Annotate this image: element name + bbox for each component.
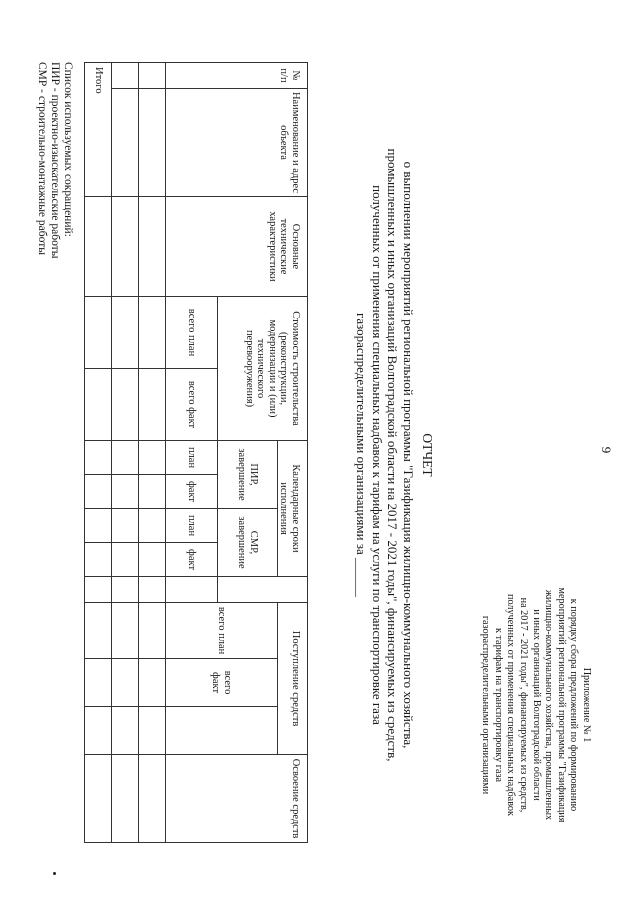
col-header-name: Наименование и адрес объекта [166, 89, 308, 197]
page-number: 9 [599, 446, 614, 454]
col-header-cost-plan: всего план [166, 297, 218, 369]
report-title-line: промышленных и иных организаций Волгоградской области на 2017 - 2021 годы", финансируемых из средств, [385, 148, 401, 762]
col-header-pir: ПИР, завершение [218, 441, 278, 509]
report-title-line: полученных от применения специальных надбавок к тарифам на услуги по транспортировке газа [369, 185, 385, 725]
col-header-cost-fact: всего факт [166, 369, 218, 441]
col-header-pir-fact: факт [166, 475, 218, 509]
col-header-gap-sub [166, 577, 218, 603]
col-header-characteristics: Основные технические характеристики [166, 197, 308, 297]
report-heading: ОТЧЕТ [420, 433, 435, 477]
scan-speck [53, 872, 56, 875]
col-header-calendar: Календарные сроки исполнения [278, 441, 308, 577]
total-label: Итого [85, 63, 112, 197]
appendix-line: газораспределительными организациями [480, 615, 492, 795]
appendix-note [479, 555, 592, 855]
report-table [84, 62, 308, 843]
col-header-receipt-plan: всего план [166, 603, 278, 659]
col-header-cost: Стоимость строительства (реконструкции, модернизации и (или) технического перевооружения) [218, 297, 308, 441]
appendix-line: жилищно-коммунального хозяйства, промышленных [543, 589, 555, 821]
table-row-total [85, 63, 112, 843]
col-header-smr-fact: факт [166, 543, 218, 577]
appendix-line: и иных организаций Волгоградской области [530, 609, 542, 801]
report-title-line: газораспределительными организациями за ______ [354, 313, 370, 597]
abbreviation-item: ПИР - проектно-изыскательские работы [49, 62, 61, 259]
col-header-smr: СМР, завершение [218, 509, 278, 577]
col-header-receipt-fact: всего факт [166, 659, 278, 707]
appendix-line: к тарифам на транспортировку газа [492, 627, 504, 783]
col-header-receipt: Поступление средств [278, 603, 308, 755]
col-header-spending: Освоение средств [166, 755, 308, 843]
appendix-line: на 2017 - 2021 годы", финансируемых из средств, [518, 597, 530, 813]
report-title [354, 130, 435, 780]
appendix-line: полученных от применения специальных надбавок [505, 594, 517, 816]
appendix-line: к порядку сбора предложений по формированию [568, 598, 580, 812]
appendix-line: Приложение № 1 [581, 667, 592, 743]
col-header-pir-plan: план [166, 441, 218, 475]
appendix-line: мероприятий региональной программы "Газификация [555, 587, 567, 823]
abbreviation-item: СМР - строительно-монтажные работы [36, 62, 48, 255]
report-title-line: о выполнении мероприятий региональной программы "Газификация жилищно-коммунального хозяйства, [400, 161, 416, 749]
col-header-gap [218, 577, 308, 603]
table-row [112, 63, 139, 843]
abbreviations [35, 62, 74, 258]
col-header-smr-plan: план [166, 509, 218, 543]
col-header-num: № п/п [166, 63, 308, 89]
table-row [139, 63, 166, 843]
abbreviations-heading: Список используемых сокращений: [62, 62, 74, 237]
